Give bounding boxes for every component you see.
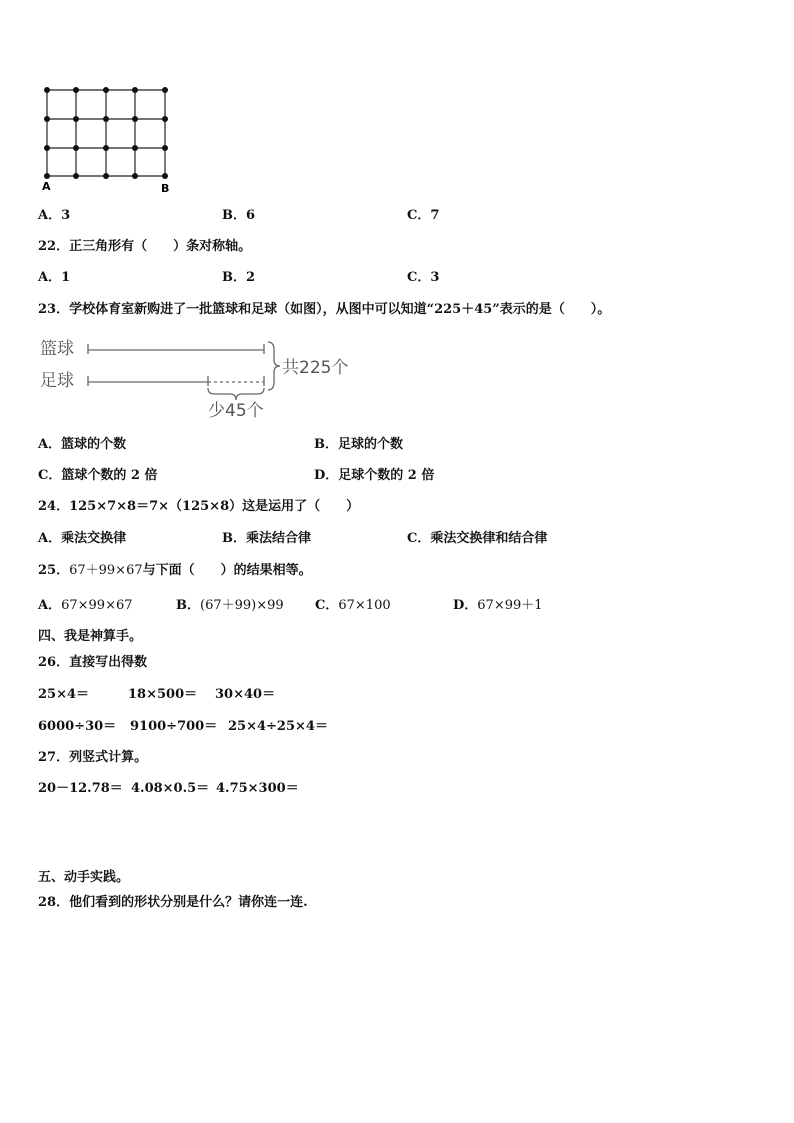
grid-dot [103,173,109,179]
grid-dot [162,87,168,93]
q21-option-b[interactable]: B．6 [222,208,256,223]
q23-bar-diagram [38,330,368,420]
q26-item-6: 25×4÷25×4＝ [228,719,328,734]
q27-title: 27．列竖式计算。 [38,750,148,765]
grid-dot [132,87,138,93]
grid-dot [44,87,50,93]
q25-option-b-label: B． [176,598,200,613]
q27-item-3: 4.75×300＝ [216,781,299,796]
q28-question: 28．他们看到的形状分别是什么？请你连一连. [38,895,308,910]
q25-option-d[interactable] [453,598,543,614]
q25-option-c[interactable] [315,598,391,614]
football-label: 足球 [40,371,74,391]
grid-dot [132,116,138,122]
q23-option-a[interactable]: A．篮球的个数 [38,437,127,452]
q26-item-5: 9100÷700＝ [130,719,218,734]
q21-option-a[interactable]: A．3 [38,208,71,223]
q23-option-d[interactable]: D．足球个数的 2 倍 [314,468,435,483]
grid-dot [132,145,138,151]
grid-dot [44,116,50,122]
q25-question [38,563,312,579]
q22-option-a[interactable]: A．1 [38,270,71,285]
q26-title: 26．直接写出得数 [38,655,148,670]
q25-option-b[interactable] [176,598,284,614]
grid-dot [44,173,50,179]
q21-option-c[interactable]: C．7 [407,208,440,223]
q25-option-c-expr: 67×100 [338,598,391,613]
grid-dot [103,116,109,122]
dot-grid-figure [38,84,188,194]
grid-label-b: B [161,182,170,194]
q22-option-b[interactable]: B．2 [222,270,256,285]
grid-dot [162,173,168,179]
q25-rest: 与下面（ ）的结果相等。 [142,563,312,578]
q25-option-c-label: C． [315,598,339,613]
q26-item-3: 30×40＝ [215,687,276,702]
q27-item-1: 20－12.78＝ [38,781,123,796]
q24-question: 24．125×7×8＝7×（125×8）这是运用了（ ） [38,499,360,514]
q24-option-a[interactable]: A．乘法交换律 [38,531,127,546]
q25-option-b-expr: (67＋99)×99 [200,598,284,613]
section-5-heading: 五、动手实践。 [38,870,130,885]
q27-item-2: 4.08×0.5＝ [131,781,210,796]
q25-number: 25． [38,563,70,578]
section-4-heading: 四、我是神算手。 [38,629,143,644]
q23-question: 23．学校体育室新购进了一批篮球和足球（如图），从图中可以知道“225＋45”表示的是（ ）。 [38,302,611,317]
grid-dot [73,116,79,122]
basketball-label: 篮球 [40,339,74,359]
q22-option-c[interactable]: C．3 [407,270,440,285]
q25-option-d-label: D． [453,598,478,613]
less-label: 少45个 [208,401,264,420]
grid-dot [103,145,109,151]
q25-option-a[interactable] [38,598,133,614]
q23-option-b[interactable]: B．足球的个数 [314,437,403,452]
q25-option-a-label: A． [38,598,62,613]
q24-option-c[interactable]: C．乘法交换律和结合律 [407,531,548,546]
q25-option-a-expr: 67×99×67 [61,598,133,613]
q26-item-1: 25×4＝ [38,687,90,702]
q24-option-b[interactable]: B．乘法结合律 [222,531,311,546]
q23-option-c[interactable]: C．篮球个数的 2 倍 [38,468,158,483]
grid-dot [162,145,168,151]
q22-question: 22．正三角形有（ ）条对称轴。 [38,239,252,254]
grid-dot [73,145,79,151]
grid-dot [162,116,168,122]
q26-item-2: 18×500＝ [128,687,198,702]
grid-dot [103,87,109,93]
total-label: 共225个 [282,358,349,378]
grid-label-a: A [42,180,51,193]
grid-dot [73,173,79,179]
grid-dot [73,87,79,93]
grid-dot [132,173,138,179]
grid-dot [44,145,50,151]
q26-item-4: 6000÷30＝ [38,719,117,734]
q25-option-d-expr: 67×99＋1 [477,598,543,613]
q25-expression: 67＋99×67 [69,563,143,578]
